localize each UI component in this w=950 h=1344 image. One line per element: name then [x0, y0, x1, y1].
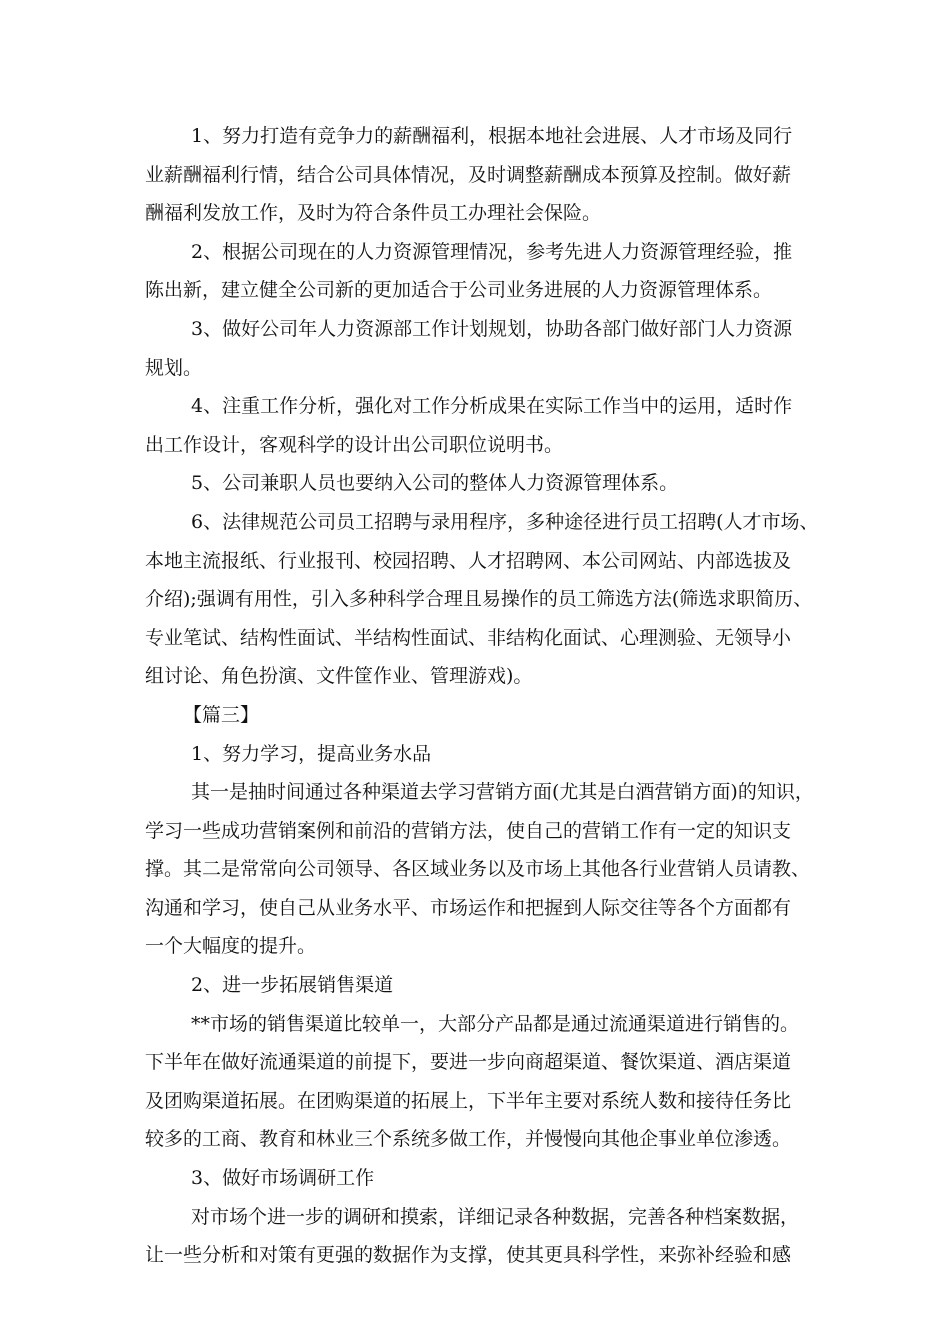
text-line: 撑。其二是常常向公司领导、各区域业务以及市场上其他各行业营销人员请教、 — [145, 858, 811, 881]
text-line: 业薪酬福利行情，结合公司具体情况，及时调整薪酬成本预算及控制。做好薪 — [145, 163, 792, 186]
text-line: 学习一些成功营销案例和前沿的营销方法，使自己的营销工作有一定的知识支 — [145, 819, 792, 842]
text-line: 酬福利发放工作，及时为符合条件员工办理社会保险。 — [145, 202, 602, 225]
text-line: 2、根据公司现在的人力资源管理情况，参考先进人力资源管理经验，推 — [191, 240, 793, 263]
text-line: 4、注重工作分析，强化对工作分析成果在实际工作当中的运用，适时作 — [191, 395, 793, 418]
text-line: 陈出新，建立健全公司新的更加适合于公司业务进展的人力资源管理体系。 — [145, 279, 773, 302]
document-body — [145, 117, 819, 1275]
text-line: 2、进一步拓展销售渠道 — [191, 974, 394, 997]
section-heading: 【篇三】 — [183, 703, 260, 726]
text-line: 介绍);强调有用性，引入多种科学合理且易操作的员工筛选方法(筛选求职简历、 — [145, 588, 813, 611]
text-line: 让一些分析和对策有更强的数据作为支撑，使其更具科学性，来弥补经验和感 — [145, 1244, 792, 1267]
text-line: 专业笔试、结构性面试、半结构性面试、非结构化面试、心理测验、无领导小 — [145, 626, 792, 649]
text-line: **市场的销售渠道比较单一，大部分产品都是通过流通渠道进行销售的。 — [191, 1012, 800, 1035]
text-line: 1、努力打造有竞争力的薪酬福利，根据本地社会进展、人才市场及同行 — [191, 125, 793, 147]
text-line: 6、法律规范公司员工招聘与录用程序，多种途径进行员工招聘(人才市场、 — [191, 510, 819, 533]
text-line: 及团购渠道拓展。在团购渠道的拓展上，下半年主要对系统人数和接待任务比 — [145, 1089, 792, 1112]
text-line: 规划。 — [145, 356, 203, 379]
text-line: 5、公司兼职人员也要纳入公司的整体人力资源管理体系。 — [191, 472, 679, 495]
text-line: 较多的工商、教育和林业三个系统多做工作，并慢慢向其他企事业单位渗透。 — [145, 1128, 792, 1151]
text-line: 1、努力学习，提高业务水品 — [191, 742, 432, 765]
text-line: 下半年在做好流通渠道的前提下，要进一步向商超渠道、餐饮渠道、酒店渠道 — [145, 1051, 792, 1074]
text-line: 其一是抽时间通过各种渠道去学习营销方面(尤其是白酒营销方面)的知识， — [191, 781, 814, 804]
text-line: 组讨论、角色扮演、文件筐作业、管理游戏)。 — [145, 665, 533, 688]
text-line: 出工作设计，客观科学的设计出公司职位说明书。 — [145, 433, 564, 456]
text-line: 对市场个进一步的调研和摸索，详细记录各种数据，完善各种档案数据， — [191, 1205, 800, 1228]
text-line: 本地主流报纸、行业报刊、校园招聘、人才招聘网、本公司网站、内部选拔及 — [145, 549, 792, 572]
text-line: 一个大幅度的提升。 — [145, 935, 317, 958]
text-line: 3、做好公司年人力资源部工作计划规划，协助各部门做好部门人力资源 — [191, 317, 793, 340]
text-line: 沟通和学习，使自己从业务水平、市场运作和把握到人际交往等各个方面都有 — [145, 896, 792, 919]
text-line: 3、做好市场调研工作 — [191, 1167, 375, 1190]
